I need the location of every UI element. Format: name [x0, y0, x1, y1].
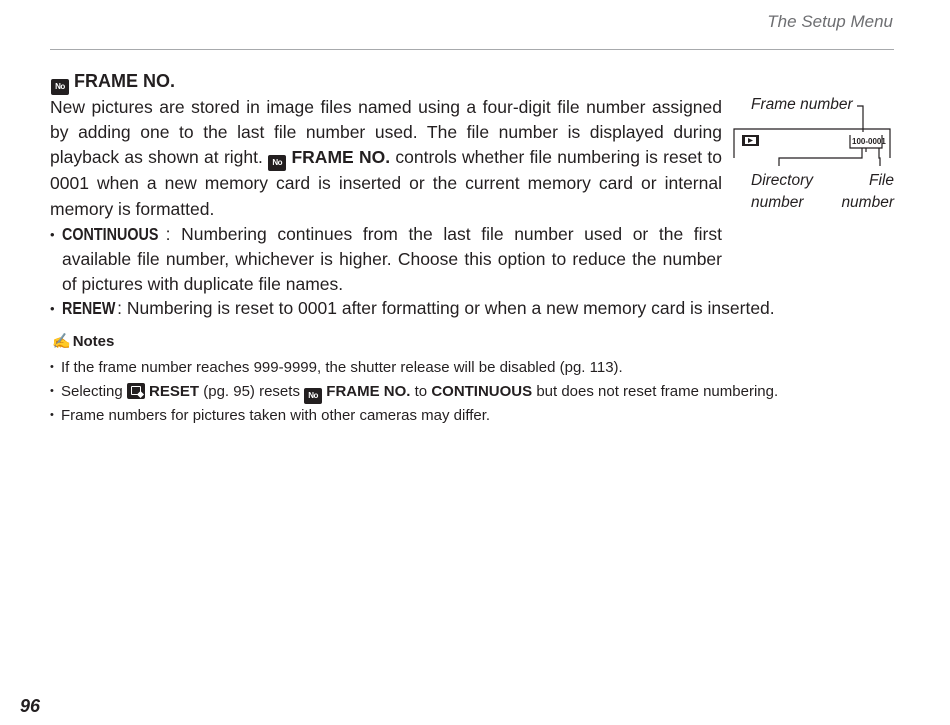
running-header: The Setup Menu — [767, 12, 893, 31]
notes-list — [50, 356, 910, 427]
intro-inline-title: FRAME NO. — [291, 147, 391, 168]
note-item — [50, 380, 910, 404]
note-text: (pg. 95) resets — [199, 382, 305, 400]
option-name: CONTINUOUS — [62, 223, 159, 244]
section-title — [51, 71, 175, 95]
frame-no-icon: No — [268, 155, 286, 171]
pencil-icon: ✍ — [52, 333, 71, 350]
file-label-line-1: File — [869, 172, 894, 189]
section-title-text: FRAME NO. — [74, 71, 176, 91]
page-number: 96 — [20, 696, 41, 716]
frame-number-label: Frame number — [751, 96, 853, 113]
directory-number-label — [751, 170, 813, 214]
note-text: Selecting — [61, 382, 127, 400]
directory-label-line-2: number — [751, 194, 804, 211]
frame-no-icon: No — [304, 388, 322, 404]
option-description: : Numbering continues from the last file number used or the first available file number, whichever is higher. Choose this option to reduce the number of pictures with duplicate file names. — [62, 223, 722, 295]
file-number-label — [841, 170, 894, 214]
note-item: • Frame numbers for pictures taken with other cameras may differ. — [50, 404, 910, 428]
option-continuous — [50, 222, 722, 298]
intro-text-1: New pictures are stored in image files named using a four-digit file number assigned by adding one to the last file number used. The file number is displayed during playback as shown at right. — [50, 97, 722, 168]
note-text: to — [410, 382, 432, 400]
notes-title: Notes — [72, 333, 115, 350]
option-name: RENEW — [62, 298, 116, 318]
file-label-line-2: number — [841, 194, 894, 211]
option-description: : Numbering is reset to 0001 after formatting or when a new memory card is inserted. — [117, 298, 775, 318]
playback-display-diagram — [730, 96, 900, 166]
note-text: but does not reset frame numbering. — [532, 382, 779, 400]
playback-icon — [742, 135, 759, 146]
reset-icon — [127, 383, 145, 399]
note-frame-label: FRAME NO. — [326, 382, 411, 400]
display-value: 100-0001 — [852, 137, 886, 146]
option-renew — [50, 296, 862, 321]
body-text — [50, 95, 722, 297]
note-continuous-label: CONTINUOUS — [431, 382, 533, 400]
notes-heading — [52, 332, 114, 350]
intro-paragraph — [50, 95, 722, 222]
intro-text-2: controls whether file numbering is reset to 0001 when a new memory card is inserted or the current memory card or internal memory is formatted. — [50, 147, 722, 219]
header-rule — [50, 49, 894, 50]
frame-no-icon: No — [51, 79, 69, 95]
note-reset-label: RESET — [149, 382, 200, 400]
note-item: • If the frame number reaches 999-9999, the shutter release will be disabled (pg. 113). — [50, 356, 910, 380]
option-list — [50, 222, 722, 298]
directory-label-line-1: Directory — [751, 172, 814, 189]
